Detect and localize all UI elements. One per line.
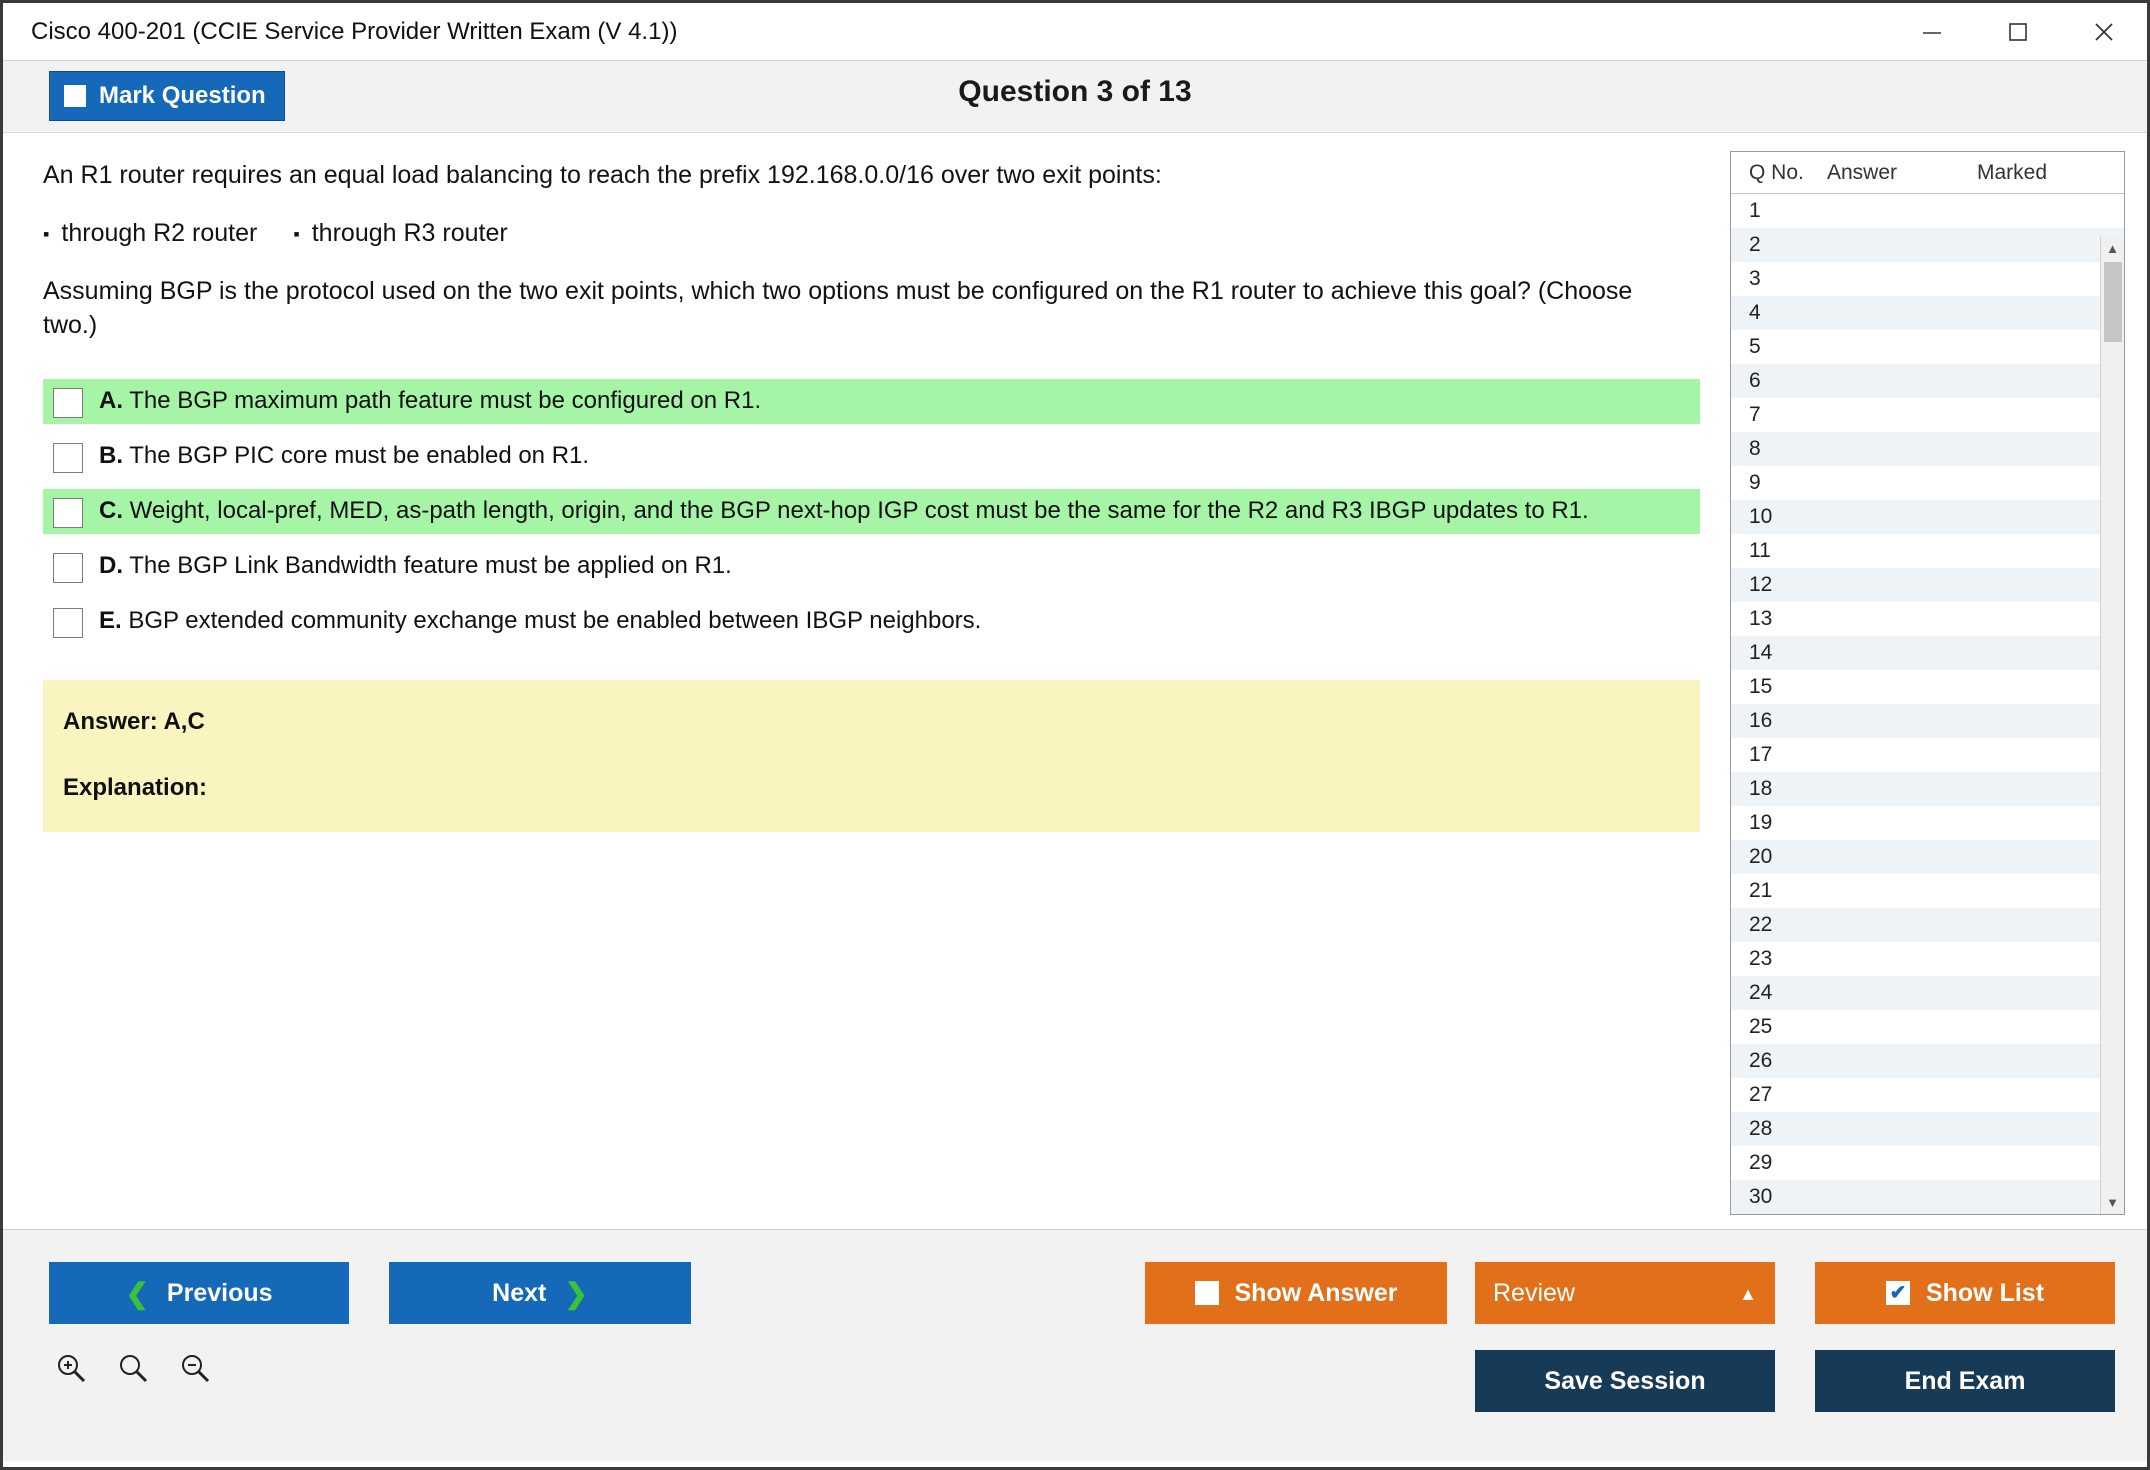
table-row[interactable] bbox=[1731, 194, 2124, 228]
question-stem-line-1: An R1 router requires an equal load balancing to reach the prefix 192.168.0.0/16 over two exit points: bbox=[43, 161, 1162, 189]
table-row[interactable] bbox=[1731, 806, 2124, 840]
question-bullets bbox=[43, 219, 1700, 248]
exam-body bbox=[3, 133, 2147, 1229]
review-label: Review bbox=[1493, 1278, 1575, 1307]
scrollbar-thumb[interactable] bbox=[2104, 262, 2122, 342]
chevron-left-icon: ❮ bbox=[125, 1277, 149, 1309]
show-list-label: Show List bbox=[1925, 1278, 2045, 1307]
answer-options bbox=[43, 379, 1700, 644]
option-d-body: The BGP Link Bandwidth feature must be applied on R1. bbox=[129, 551, 732, 579]
answer-explanation-box bbox=[43, 680, 1700, 832]
row-number: 1 bbox=[1749, 199, 1761, 222]
exam-header bbox=[3, 61, 2147, 133]
option-d-letter: D. bbox=[99, 551, 123, 579]
table-row[interactable] bbox=[1731, 1010, 2124, 1044]
zoom-out-icon[interactable] bbox=[177, 1350, 213, 1386]
show-answer-checkbox[interactable] bbox=[1195, 1281, 1219, 1305]
row-number: 26 bbox=[1749, 1049, 1773, 1072]
table-row[interactable] bbox=[1731, 1112, 2124, 1146]
table-row[interactable] bbox=[1731, 330, 2124, 364]
option-e[interactable] bbox=[43, 599, 1700, 644]
table-row[interactable] bbox=[1731, 1044, 2124, 1078]
table-row[interactable] bbox=[1731, 568, 2124, 602]
question-bullet: ▪ through R2 router bbox=[43, 219, 257, 248]
row-number: 9 bbox=[1749, 471, 1761, 494]
column-marked: Marked bbox=[1977, 160, 2048, 184]
row-number: 17 bbox=[1749, 743, 1773, 766]
table-row[interactable] bbox=[1731, 364, 2124, 398]
row-number: 27 bbox=[1749, 1083, 1773, 1106]
row-number: 15 bbox=[1749, 675, 1773, 698]
table-row[interactable] bbox=[1731, 942, 2124, 976]
window-title: Cisco 400-201 (CCIE Service Provider Written Exam (V 4.1)) bbox=[31, 17, 678, 45]
previous-button[interactable] bbox=[49, 1262, 349, 1324]
table-row[interactable] bbox=[1731, 636, 2124, 670]
option-a-checkbox[interactable] bbox=[53, 388, 83, 418]
question-list-panel bbox=[1730, 151, 2125, 1215]
mark-question-label: Mark Question bbox=[99, 82, 266, 109]
save-session-label: Save Session bbox=[1544, 1366, 1706, 1395]
scroll-down-icon[interactable]: ▼ bbox=[2106, 1194, 2119, 1210]
review-dropdown[interactable] bbox=[1475, 1262, 1775, 1324]
row-number: 6 bbox=[1749, 369, 1761, 392]
option-c-text bbox=[99, 495, 1589, 527]
table-row[interactable] bbox=[1731, 976, 2124, 1010]
row-number: 22 bbox=[1749, 913, 1773, 936]
row-number: 28 bbox=[1749, 1117, 1773, 1140]
table-row[interactable] bbox=[1731, 602, 2124, 636]
option-c-letter: C. bbox=[99, 496, 123, 524]
exam-footer bbox=[3, 1229, 2147, 1461]
column-q-no: Q No. bbox=[1749, 160, 1804, 184]
row-number: 7 bbox=[1749, 403, 1761, 426]
option-e-body: BGP extended community exchange must be enabled between IBGP neighbors. bbox=[128, 606, 982, 634]
table-row[interactable] bbox=[1731, 398, 2124, 432]
table-row[interactable] bbox=[1731, 228, 2124, 262]
question-bullet: ▪ through R3 router bbox=[293, 219, 507, 248]
chevron-right-icon: ❯ bbox=[564, 1277, 588, 1309]
option-e-text bbox=[99, 605, 981, 637]
row-number: 8 bbox=[1749, 437, 1761, 460]
table-row[interactable] bbox=[1731, 500, 2124, 534]
row-number: 21 bbox=[1749, 879, 1773, 902]
table-row[interactable] bbox=[1731, 874, 2124, 908]
row-number: 19 bbox=[1749, 811, 1773, 834]
row-number: 5 bbox=[1749, 335, 1761, 358]
row-number: 2 bbox=[1749, 233, 1761, 256]
option-d[interactable] bbox=[43, 544, 1700, 589]
next-button[interactable] bbox=[389, 1262, 691, 1324]
show-list-button[interactable] bbox=[1815, 1262, 2115, 1324]
row-number: 23 bbox=[1749, 947, 1773, 970]
explanation-label: Explanation: bbox=[63, 773, 208, 801]
show-answer-label: Show Answer bbox=[1234, 1278, 1398, 1307]
option-b-letter: B. bbox=[99, 441, 123, 469]
title-bar bbox=[3, 3, 2147, 61]
option-a[interactable] bbox=[43, 379, 1700, 424]
row-number: 30 bbox=[1749, 1185, 1773, 1208]
option-b[interactable] bbox=[43, 434, 1700, 479]
scroll-up-icon[interactable]: ▲ bbox=[2106, 240, 2119, 256]
option-e-letter: E. bbox=[99, 606, 122, 634]
option-a-body: The BGP maximum path feature must be configured on R1. bbox=[129, 386, 762, 414]
close-icon[interactable] bbox=[2061, 4, 2147, 60]
zoom-controls bbox=[53, 1350, 213, 1386]
option-c-checkbox[interactable] bbox=[53, 498, 83, 528]
question-counter: Question 3 of 13 bbox=[958, 75, 1192, 108]
end-exam-label: End Exam bbox=[1904, 1366, 2026, 1395]
chevron-up-icon: ▲ bbox=[1739, 1284, 1757, 1304]
table-row[interactable] bbox=[1731, 738, 2124, 772]
table-row[interactable] bbox=[1731, 670, 2124, 704]
row-number: 13 bbox=[1749, 607, 1773, 630]
end-exam-button[interactable] bbox=[1815, 1350, 2115, 1412]
option-d-checkbox[interactable] bbox=[53, 553, 83, 583]
row-number: 12 bbox=[1749, 573, 1773, 596]
minimize-icon[interactable] bbox=[1889, 4, 1975, 60]
row-number: 29 bbox=[1749, 1151, 1773, 1174]
row-number: 18 bbox=[1749, 777, 1773, 800]
answer-label: Answer: A,C bbox=[63, 707, 205, 735]
option-c[interactable] bbox=[43, 489, 1700, 534]
table-row[interactable] bbox=[1731, 704, 2124, 738]
row-number: 25 bbox=[1749, 1015, 1773, 1038]
show-list-checkbox[interactable]: ✔ bbox=[1886, 1281, 1910, 1305]
option-b-text bbox=[99, 440, 589, 472]
question-panel bbox=[3, 133, 1730, 1229]
option-e-checkbox[interactable] bbox=[53, 608, 83, 638]
table-row[interactable] bbox=[1731, 262, 2124, 296]
table-row[interactable] bbox=[1731, 432, 2124, 466]
show-answer-button[interactable] bbox=[1145, 1262, 1447, 1324]
zoom-in-icon[interactable] bbox=[53, 1350, 89, 1386]
window-controls bbox=[1889, 3, 2147, 60]
previous-label: Previous bbox=[166, 1278, 273, 1307]
option-c-body: Weight, local-pref, MED, as-path length, origin, and the BGP next-hop IGP cost must be the same for the R2 and R3 IBGP updates to R1. bbox=[129, 496, 1589, 524]
maximize-icon[interactable] bbox=[1975, 4, 2061, 60]
question-list-scrollbar[interactable] bbox=[2100, 236, 2124, 1214]
table-row[interactable] bbox=[1731, 1180, 2124, 1214]
option-b-body: The BGP PIC core must be enabled on R1. bbox=[129, 441, 590, 469]
row-number: 10 bbox=[1749, 505, 1773, 528]
option-d-text bbox=[99, 550, 732, 582]
row-number: 16 bbox=[1749, 709, 1773, 732]
save-session-button[interactable] bbox=[1475, 1350, 1775, 1412]
row-number: 11 bbox=[1749, 539, 1771, 562]
next-label: Next bbox=[492, 1278, 547, 1307]
option-a-text bbox=[99, 385, 761, 417]
row-number: 24 bbox=[1749, 981, 1773, 1004]
table-row[interactable] bbox=[1731, 534, 2124, 568]
table-row[interactable] bbox=[1731, 1146, 2124, 1180]
row-number: 14 bbox=[1749, 641, 1773, 664]
option-a-letter: A. bbox=[99, 386, 123, 414]
table-row[interactable] bbox=[1731, 296, 2124, 330]
row-number: 4 bbox=[1749, 301, 1761, 324]
zoom-reset-icon[interactable] bbox=[115, 1350, 151, 1386]
question-list-header bbox=[1731, 152, 2124, 194]
table-row[interactable] bbox=[1731, 908, 2124, 942]
column-answer: Answer bbox=[1827, 160, 1898, 184]
table-row[interactable] bbox=[1731, 1078, 2124, 1112]
row-number: 20 bbox=[1749, 845, 1773, 868]
row-number: 3 bbox=[1749, 267, 1761, 290]
table-row[interactable] bbox=[1731, 772, 2124, 806]
option-b-checkbox[interactable] bbox=[53, 443, 83, 473]
table-row[interactable] bbox=[1731, 466, 2124, 500]
question-list-rows[interactable] bbox=[1731, 194, 2124, 1214]
question-stem-line-2: Assuming BGP is the protocol used on the two exit points, which two options must be configured on the R1 router to achieve this goal? (Choose two.) bbox=[43, 276, 1633, 340]
table-row[interactable] bbox=[1731, 840, 2124, 874]
